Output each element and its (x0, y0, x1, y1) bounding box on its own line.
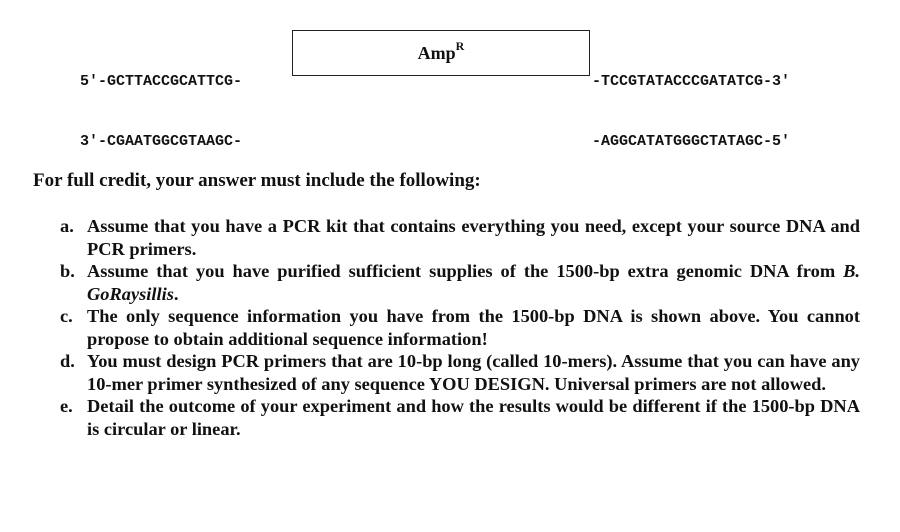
item-letter: c. (60, 306, 73, 326)
item-letter: d. (60, 351, 75, 371)
species-name: B. GoRaysillis (87, 261, 860, 304)
ampr-label (293, 41, 589, 64)
list-item (60, 215, 860, 260)
item-letter: a. (60, 216, 74, 236)
list-item (60, 350, 860, 395)
gene-superscript: R (455, 39, 465, 53)
top-strand-right: -TCCGTATACCCGATATCG-3' (592, 73, 791, 90)
ampr-gene-box (292, 30, 590, 76)
item-text: Detail the outcome of your experiment and how the results would be different if the 1500-bp DNA is circular or linear. (87, 396, 860, 439)
item-letter: b. (60, 261, 75, 281)
instructions-heading: For full credit, your answer must include the following: (33, 170, 481, 191)
requirements-list (60, 215, 860, 440)
item-letter: e. (60, 396, 73, 416)
item-text: The only sequence information you have from the 1500-bp DNA is shown above. You cannot propose to obtain additional sequence information! (87, 306, 860, 349)
item-text: Assume that you have a PCR kit that contains everything you need, except your source DNA and PCR primers. (87, 216, 860, 259)
bottom-strand-right: -AGGCATATGGGCTATAGC-5' (592, 133, 791, 150)
item-text-end: . (173, 283, 179, 304)
list-item (60, 395, 860, 440)
item-text: You must design PCR primers that are 10-bp long (called 10-mers). Assume that you can have any 10-mer primer synthesized of any sequence YOU DESIGN. Universal primers are not allowed. (87, 351, 860, 394)
top-strand-left: 5'-GCTTACCGCATTCG- (80, 73, 243, 90)
item-text: Assume that you have purified sufficient supplies of the 1500-bp extra genomic DNA from (87, 261, 844, 281)
bottom-strand-left: 3'-CGAATGGCGTAAGC- (80, 133, 243, 150)
gene-name: Amp (417, 43, 456, 63)
list-item (60, 260, 860, 305)
list-item (60, 305, 860, 350)
right-sequence (592, 32, 892, 172)
left-sequence (80, 32, 290, 172)
